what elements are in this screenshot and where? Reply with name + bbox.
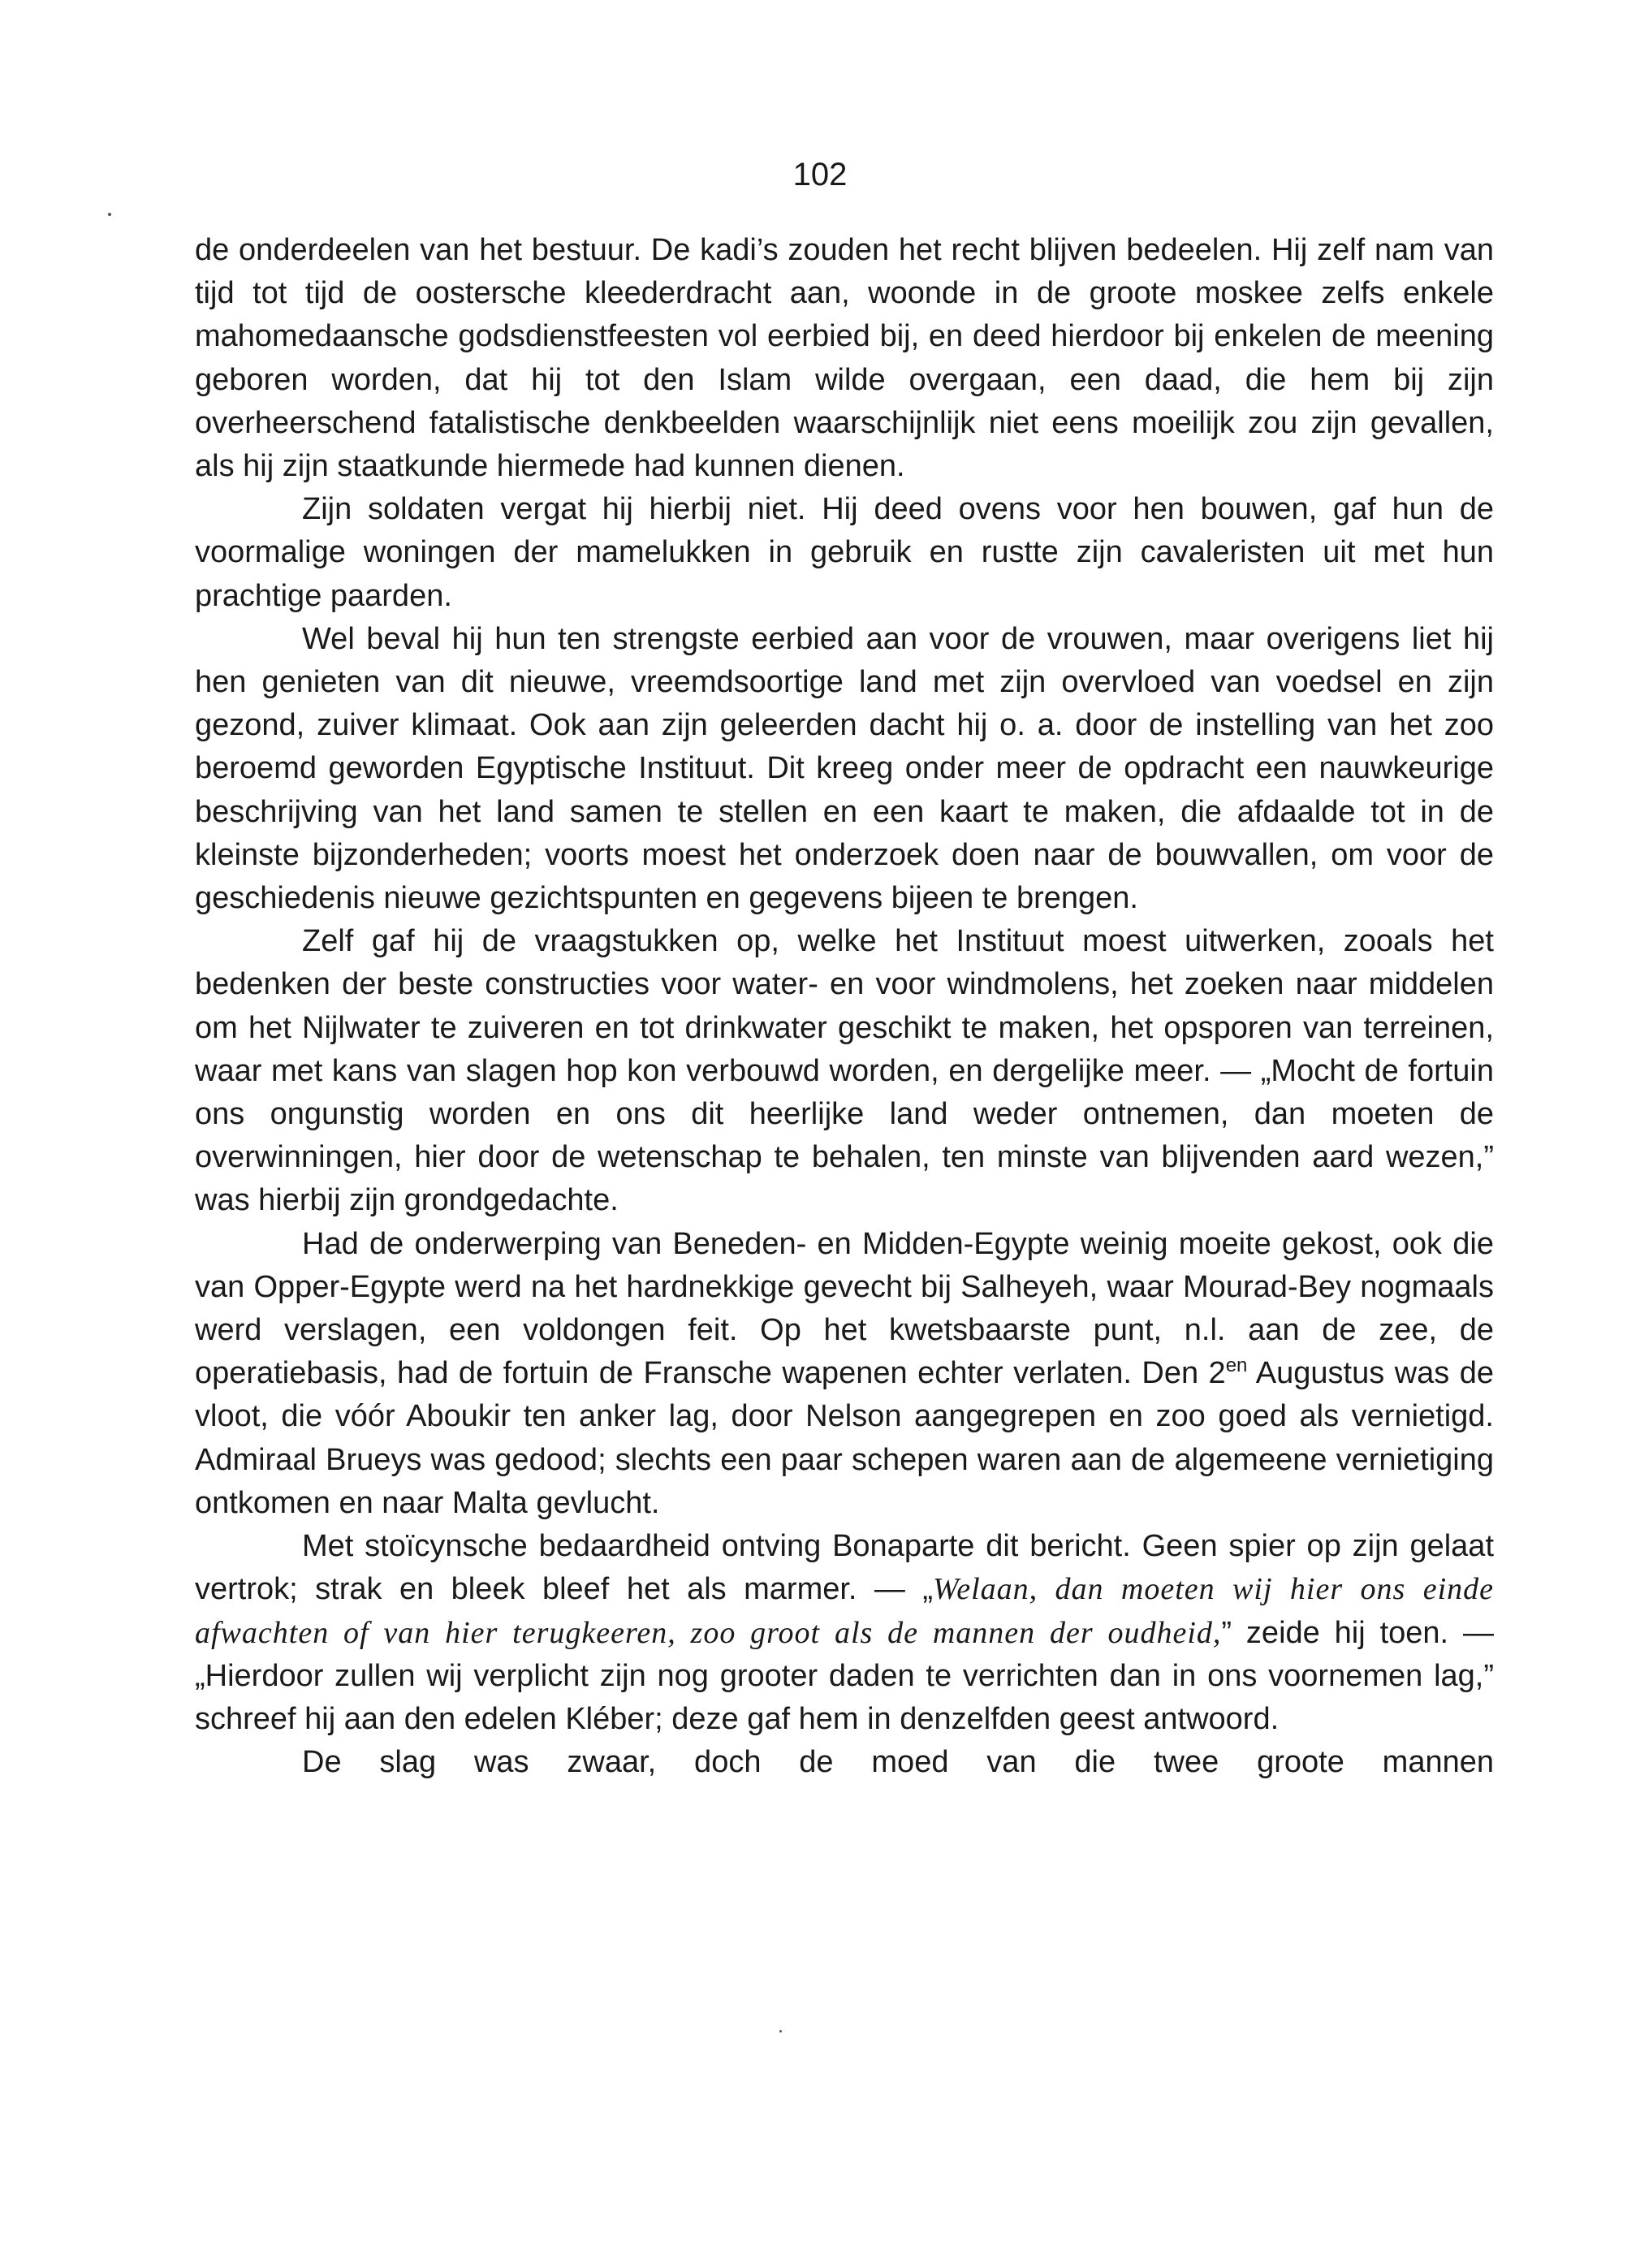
paragraph-3: Wel beval hij hun ten strengste eerbied aan voor de vrouwen, maar overigens liet hij hen genieten van dit nieuwe, vreemdsoortige land met zijn overvloed van voedsel en zijn gezond, zuiver klimaat. Ook aan zijn geleerden dacht hij o. a. door de instelling van het zoo beroemd geworden Egyptische Instituut. Dit kreeg onder meer de opdracht een nauwkeurige beschrijving van het land samen te stellen en een kaart te maken, die afdaalde tot in de kleinste bijzonderheden; voorts moest het onderzoek doen naar de bouwvallen, om voor de geschiedenis nieuwe gezichtspunten en gegevens bijeen te brengen. bbox=[195, 621, 1494, 916]
paragraph-4: Zelf gaf hij de vraagstukken op, welke het Instituut moest uitwerken, zooals het bedenken der beste constructies voor water- en voor windmolens, het zoeken naar middelen om het Nijlwater te zuiveren en tot drinkwater geschikt te maken, het opsporen van terreinen, waar met kans van slagen hop kon verbouwd worden, en dergelijke meer. — „Mocht de fortuin ons ongunstig worden en ons dit heerlijke land weder ontnemen, dan moeten de overwinningen, hier door de wetenschap te behalen, ten minste van blijvenden aard wezen,” was hierbij zijn grondgedachte. bbox=[195, 924, 1494, 1218]
body-text bbox=[195, 229, 1494, 1784]
paragraph-1: de onderdeelen van het bestuur. De kadi’s zouden het recht blijven bedeelen. Hij zelf nam van tijd tot tijd de oostersche kleederdracht aan, woonde in de groote moskee zelfs enkele mahomedaansche godsdienstfeesten vol eerbied bij, en deed hierdoor bij enkelen de meening geboren worden, dat hij tot den Islam wilde overgaan, een daad, die hem bij zijn overheerschend fatalistische denkbeelden waarschijnlijk niet eens moeilijk zou zijn gevallen, als hij zijn staatkunde hiermede had kunnen dienen. bbox=[195, 233, 1494, 484]
paragraph-5 bbox=[195, 1223, 1494, 1525]
print-speck bbox=[779, 2030, 782, 2033]
paragraph-7: De slag was zwaar, doch de moed van die twee groote mannen bbox=[302, 1745, 1494, 1780]
italic-quotation: Welaan, dan moeten wij hier ons einde afwachten of van hier terugkeeren, zoo groot als de mannen der oudheid, bbox=[195, 1572, 1494, 1650]
paragraph-5-text-start: Had de onderwerping van Beneden- en Midden-Egypte weinig moeite gekost, ook die van Opper-Egypte werd na het hardnekkige gevecht bij Salheyeh, waar Mourad-Bey nogmaals werd verslagen, een voldongen feit. Op het kwetsbaarste punt, n.l. aan de zee, de operatiebasis, had de fortuin de Fransche wapenen echter verlaten. Den 2 bbox=[195, 1226, 1494, 1391]
paragraph-6 bbox=[195, 1525, 1494, 1741]
paragraph-6-text-end: ” zeide hij toen. — „Hierdoor zullen wij verplicht zijn nog grooter daden te verrichten dan in ons voornemen lag,” schreef hij aan den edelen Kléber; deze gaf hem in denzelfden geest antwoord. bbox=[195, 1615, 1494, 1736]
ordinal-superscript: en bbox=[1225, 1354, 1248, 1377]
paragraph-2: Zijn soldaten vergat hij hierbij niet. Hij deed ovens voor hen bouwen, gaf hun de voormalige woningen der mamelukken in gebruik en rustte zijn cavaleristen uit met hun prachtige paarden. bbox=[195, 492, 1494, 613]
page-number: 102 bbox=[792, 157, 848, 192]
print-speck bbox=[108, 213, 111, 216]
paragraph-6-text-start: Met stoïcynsche bedaardheid ontving Bonaparte dit bericht. Geen spier op zijn gelaat vertrok; strak en bleek bleef het als marmer. — „ bbox=[195, 1529, 1494, 1607]
paragraph-5-text-end: Augustus was de vloot, die vóór Aboukir ten anker lag, door Nelson aangegrepen en zoo goed als vernietigd. Admiraal Brueys was gedood; slechts een paar schepen waren aan de algemeene vernietiging ontkomen en naar Malta gevlucht. bbox=[195, 1356, 1495, 1520]
